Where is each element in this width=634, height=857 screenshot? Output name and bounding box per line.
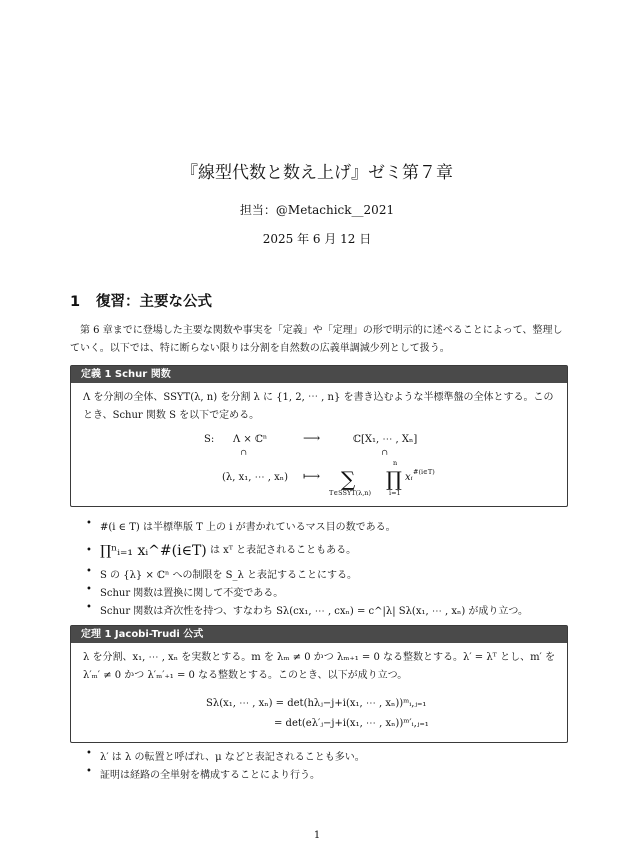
prod-exponent: #(i∈T) xyxy=(413,468,435,476)
section-title: 復習：主要な公式 xyxy=(96,294,212,310)
definition-header: 定義 1 Schur 関数 xyxy=(71,366,567,383)
page-number: 1 xyxy=(313,830,321,841)
equation-line-1: Sλ(x₁, ⋯ , xₙ) = det(hλⱼ−j+i(x₁, ⋯ , xₙ))ᵐᵢ,ⱼ₌₁ xyxy=(206,698,427,709)
map-name: S: xyxy=(204,434,215,445)
list-item: • Schur 関数は斉次性を持つ、すなわち Sλ(cx₁, ⋯ , cxₙ) = c^|λ| Sλ(x₁, ⋯ , xₙ) が成り立つ。 xyxy=(86,602,566,620)
list-item: • 証明は経路の全単射を構成することにより行う。 xyxy=(86,766,566,784)
map-domain: Λ × ℂⁿ xyxy=(233,434,268,445)
definition-box xyxy=(70,365,568,507)
definition-notes xyxy=(86,518,566,620)
theorem-header: 定理 1 Jacobi-Trudi 公式 xyxy=(71,626,567,643)
document-title: 『線型代数と数え上げ』ゼミ第７章 xyxy=(181,163,453,183)
definition-text: Λ を分割の全体、SSYT(λ, n) を分割 λ に {1, 2, ⋯ , n} を書き込むような半標準盤の全体とする。このとき、Schur 関数 S を以下で定める。 xyxy=(83,392,554,421)
list-item: • S の {λ} × ℂⁿ への制限を S_λ と表記することにする。 xyxy=(86,566,566,584)
map-arrow: ⟶ xyxy=(303,431,321,445)
prod-symbol: ∏ xyxy=(386,467,402,491)
list-item: • Schur 関数は置換に関して不変である。 xyxy=(86,584,566,602)
section-intro: 第 6 章までに登場した主要な関数や事実を「定義」や「定理」の形で明示的に述べることによって、整理していく。以下では、特に断らない限りは分割を自然数の広義単調減少列として扱う。 xyxy=(70,325,563,354)
codomain-contains-symbol: ∪ xyxy=(381,448,388,457)
jacobi-trudi-equations xyxy=(71,626,567,742)
sum-subscript: T∈SSYT(λ,n) xyxy=(329,489,372,497)
schur-map-diagram xyxy=(71,366,567,506)
theorem-text: λ を分割、x₁, ⋯ , xₙ を実数とする。m を λₘ ≠ 0 かつ λₘ₊₁ = 0 なる整数とする。λ′ = λᵀ とし、m′ を λ′ₘ′ ≠ 0 かつ λ′ₘ′₊₁ = 0 なる整数とする。このとき、以下が成り立つ。 xyxy=(83,652,555,681)
list-item: • λ′ は λ の転置と呼ばれ、μ などと表記されることも多い。 xyxy=(86,748,566,766)
section-heading xyxy=(70,290,212,311)
prod-term: xᵢ xyxy=(405,472,413,483)
domain-contains-symbol: ∪ xyxy=(240,448,247,457)
map-codomain: ℂ[X₁, ⋯ , Xₙ] xyxy=(353,434,418,445)
sum-symbol: ∑ xyxy=(341,467,356,491)
prod-upper: n xyxy=(393,459,398,467)
prod-subscript: i=1 xyxy=(389,489,401,497)
list-item: • #(i ∈ T) は半標準版 T 上の i が書かれているマス目の数である。 xyxy=(86,518,566,536)
map-element: (λ, x₁, ⋯ , xₙ) xyxy=(222,472,289,483)
document-author: 担当：@Metachick__2021 xyxy=(239,203,395,217)
section-number: 1 xyxy=(70,294,81,310)
mapsto-arrow: ⟼ xyxy=(303,469,321,483)
list-item: • ∏ⁿᵢ₌₁ xᵢ^#(i∈T) は xᵀ と表記されることもある。 xyxy=(86,536,566,566)
theorem-notes xyxy=(86,748,566,784)
document-date: 2025 年 6 月 12 日 xyxy=(262,232,372,246)
prod-notation: ∏ⁿᵢ₌₁ xᵢ^#(i∈T) xyxy=(100,543,207,559)
equation-line-2: = det(eλ′ⱼ−j+i(x₁, ⋯ , xₙ))ᵐ′ᵢ,ⱼ₌₁ xyxy=(274,718,429,729)
theorem-box xyxy=(70,625,568,743)
